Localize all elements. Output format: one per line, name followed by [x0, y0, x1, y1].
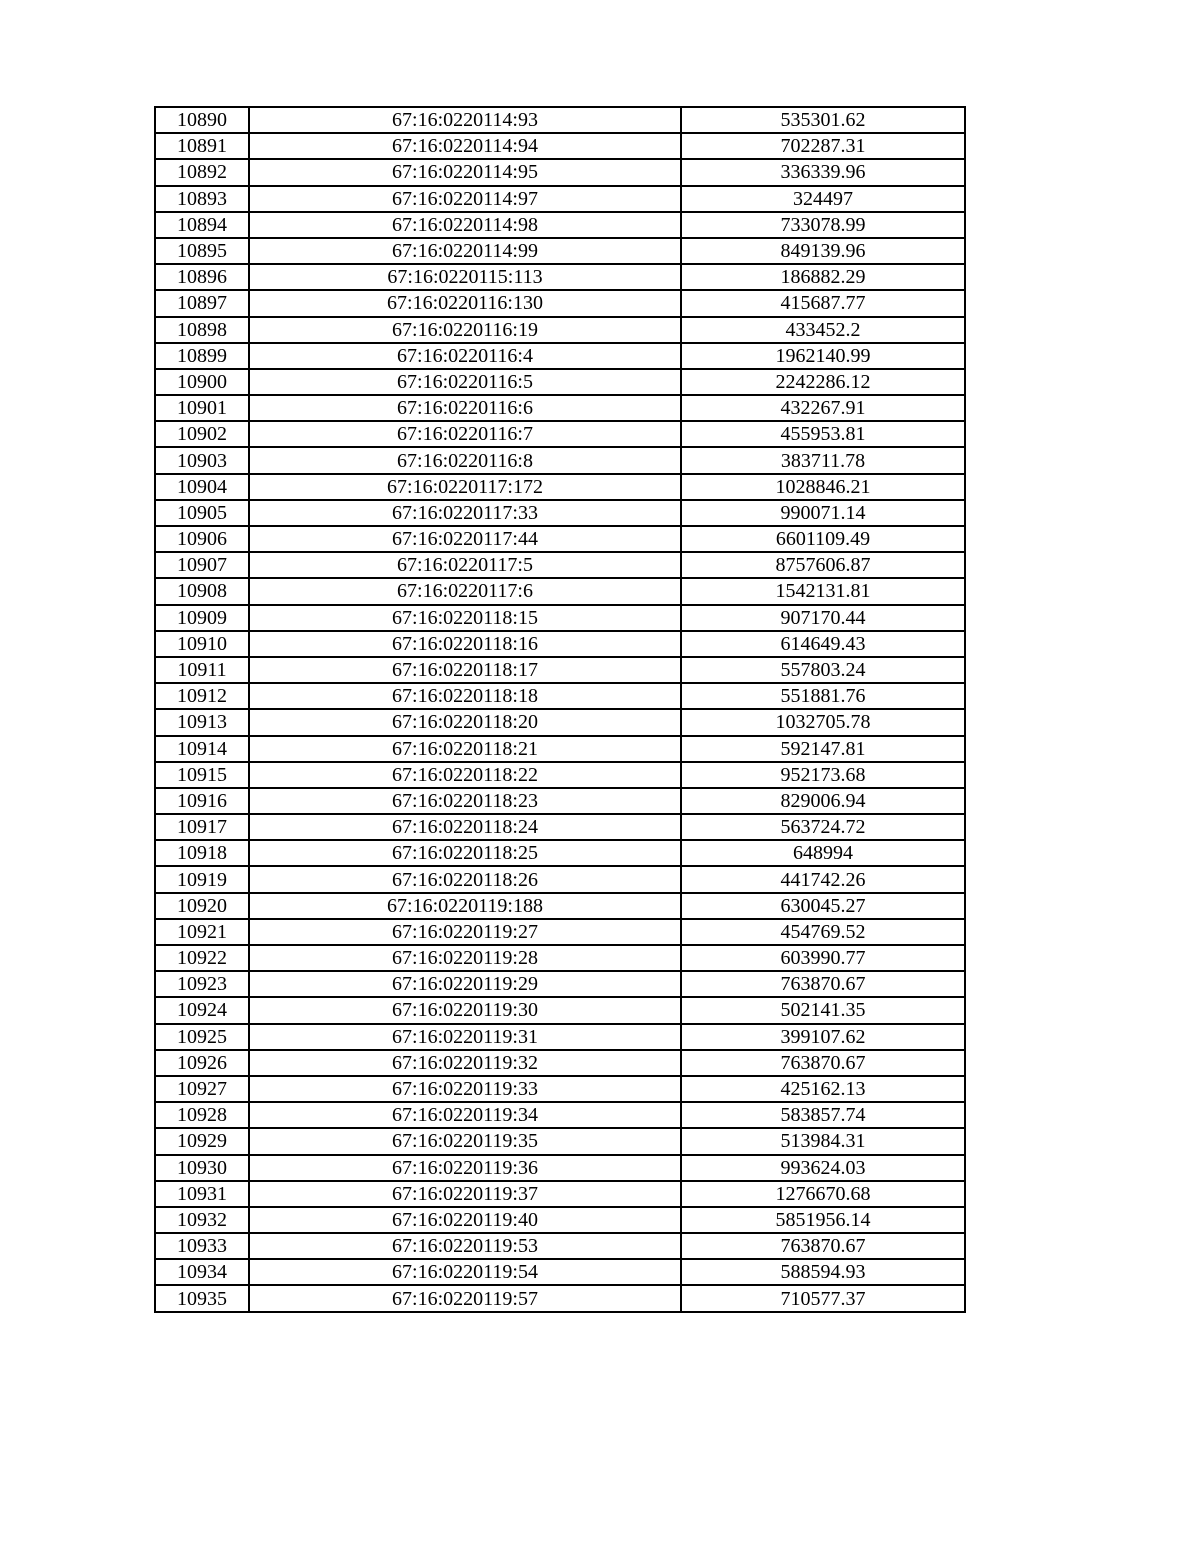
row-number-cell: 10920: [155, 893, 249, 919]
cadastral-number-cell: 67:16:0220119:31: [249, 1024, 681, 1050]
row-number-cell: 10913: [155, 709, 249, 735]
cadastral-number-cell: 67:16:0220119:27: [249, 919, 681, 945]
table-row: [155, 1155, 965, 1181]
cadastral-number-cell: 67:16:0220119:188: [249, 893, 681, 919]
row-number-cell: 10934: [155, 1259, 249, 1285]
cadastral-number-cell: 67:16:0220114:94: [249, 133, 681, 159]
cadastral-number-cell: 67:16:0220114:95: [249, 159, 681, 185]
cadastral-number-cell: 67:16:0220118:18: [249, 683, 681, 709]
table-row: [155, 317, 965, 343]
row-number-cell: 10897: [155, 290, 249, 316]
value-cell: 993624.03: [681, 1155, 965, 1181]
row-number-cell: 10907: [155, 552, 249, 578]
value-cell: 535301.62: [681, 107, 965, 133]
table-row: [155, 212, 965, 238]
table-row: [155, 264, 965, 290]
table-row: [155, 840, 965, 866]
row-number-cell: 10932: [155, 1207, 249, 1233]
value-cell: 763870.67: [681, 1233, 965, 1259]
table-row: [155, 1102, 965, 1128]
value-cell: 733078.99: [681, 212, 965, 238]
table-row: [155, 500, 965, 526]
row-number-cell: 10901: [155, 395, 249, 421]
row-number-cell: 10929: [155, 1128, 249, 1154]
cadastral-value-table: [154, 106, 966, 1313]
table-row: [155, 1076, 965, 1102]
table-row: [155, 631, 965, 657]
value-cell: 455953.81: [681, 421, 965, 447]
cadastral-number-cell: 67:16:0220114:98: [249, 212, 681, 238]
row-number-cell: 10903: [155, 447, 249, 473]
value-cell: 425162.13: [681, 1076, 965, 1102]
table-row: [155, 657, 965, 683]
row-number-cell: 10898: [155, 317, 249, 343]
cadastral-number-cell: 67:16:0220119:37: [249, 1181, 681, 1207]
cadastral-number-cell: 67:16:0220117:172: [249, 474, 681, 500]
table-body: [155, 107, 965, 1312]
value-cell: 324497: [681, 186, 965, 212]
table-row: [155, 474, 965, 500]
value-cell: 763870.67: [681, 1050, 965, 1076]
row-number-cell: 10923: [155, 971, 249, 997]
value-cell: 383711.78: [681, 447, 965, 473]
table-row: [155, 186, 965, 212]
value-cell: 5851956.14: [681, 1207, 965, 1233]
table-row: [155, 945, 965, 971]
row-number-cell: 10905: [155, 500, 249, 526]
table-row: [155, 762, 965, 788]
row-number-cell: 10904: [155, 474, 249, 500]
cadastral-number-cell: 67:16:0220119:30: [249, 997, 681, 1023]
value-cell: 2242286.12: [681, 369, 965, 395]
value-cell: 1028846.21: [681, 474, 965, 500]
row-number-cell: 10911: [155, 657, 249, 683]
cadastral-number-cell: 67:16:0220114:97: [249, 186, 681, 212]
row-number-cell: 10919: [155, 866, 249, 892]
table-row: [155, 736, 965, 762]
table-row: [155, 395, 965, 421]
table-row: [155, 1259, 965, 1285]
table-row: [155, 290, 965, 316]
table-row: [155, 709, 965, 735]
cadastral-number-cell: 67:16:0220119:29: [249, 971, 681, 997]
row-number-cell: 10922: [155, 945, 249, 971]
table-row: [155, 1181, 965, 1207]
table-row: [155, 447, 965, 473]
table-row: [155, 788, 965, 814]
row-number-cell: 10915: [155, 762, 249, 788]
cadastral-number-cell: 67:16:0220116:7: [249, 421, 681, 447]
table-row: [155, 866, 965, 892]
cadastral-number-cell: 67:16:0220118:20: [249, 709, 681, 735]
cadastral-number-cell: 67:16:0220116:8: [249, 447, 681, 473]
table-row: [155, 421, 965, 447]
table-row: [155, 814, 965, 840]
table-row: [155, 605, 965, 631]
value-cell: 551881.76: [681, 683, 965, 709]
cadastral-number-cell: 67:16:0220117:33: [249, 500, 681, 526]
table-row: [155, 683, 965, 709]
row-number-cell: 10890: [155, 107, 249, 133]
row-number-cell: 10906: [155, 526, 249, 552]
value-cell: 952173.68: [681, 762, 965, 788]
row-number-cell: 10894: [155, 212, 249, 238]
row-number-cell: 10917: [155, 814, 249, 840]
row-number-cell: 10895: [155, 238, 249, 264]
row-number-cell: 10918: [155, 840, 249, 866]
cadastral-number-cell: 67:16:0220118:24: [249, 814, 681, 840]
value-cell: 1542131.81: [681, 578, 965, 604]
table-row: [155, 369, 965, 395]
value-cell: 6601109.49: [681, 526, 965, 552]
value-cell: 849139.96: [681, 238, 965, 264]
row-number-cell: 10896: [155, 264, 249, 290]
table-row: [155, 1050, 965, 1076]
value-cell: 1962140.99: [681, 343, 965, 369]
cadastral-number-cell: 67:16:0220116:130: [249, 290, 681, 316]
row-number-cell: 10909: [155, 605, 249, 631]
row-number-cell: 10921: [155, 919, 249, 945]
row-number-cell: 10916: [155, 788, 249, 814]
cadastral-number-cell: 67:16:0220117:5: [249, 552, 681, 578]
table-row: [155, 578, 965, 604]
cadastral-number-cell: 67:16:0220118:15: [249, 605, 681, 631]
cadastral-number-cell: 67:16:0220118:21: [249, 736, 681, 762]
value-cell: 399107.62: [681, 1024, 965, 1050]
value-cell: 702287.31: [681, 133, 965, 159]
cadastral-number-cell: 67:16:0220118:22: [249, 762, 681, 788]
value-cell: 603990.77: [681, 945, 965, 971]
value-cell: 557803.24: [681, 657, 965, 683]
value-cell: 630045.27: [681, 893, 965, 919]
value-cell: 186882.29: [681, 264, 965, 290]
value-cell: 1032705.78: [681, 709, 965, 735]
table-row: [155, 971, 965, 997]
table-row: [155, 919, 965, 945]
row-number-cell: 10935: [155, 1285, 249, 1311]
table-row: [155, 1233, 965, 1259]
value-cell: 592147.81: [681, 736, 965, 762]
row-number-cell: 10930: [155, 1155, 249, 1181]
value-cell: 563724.72: [681, 814, 965, 840]
value-cell: 829006.94: [681, 788, 965, 814]
cadastral-number-cell: 67:16:0220118:26: [249, 866, 681, 892]
value-cell: 8757606.87: [681, 552, 965, 578]
value-cell: 648994: [681, 840, 965, 866]
table-row: [155, 133, 965, 159]
table-row: [155, 238, 965, 264]
value-cell: 513984.31: [681, 1128, 965, 1154]
value-cell: 990071.14: [681, 500, 965, 526]
value-cell: 502141.35: [681, 997, 965, 1023]
row-number-cell: 10927: [155, 1076, 249, 1102]
row-number-cell: 10933: [155, 1233, 249, 1259]
cadastral-number-cell: 67:16:0220119:36: [249, 1155, 681, 1181]
row-number-cell: 10902: [155, 421, 249, 447]
row-number-cell: 10910: [155, 631, 249, 657]
value-cell: 433452.2: [681, 317, 965, 343]
cadastral-number-cell: 67:16:0220115:113: [249, 264, 681, 290]
row-number-cell: 10914: [155, 736, 249, 762]
cadastral-number-cell: 67:16:0220118:25: [249, 840, 681, 866]
cadastral-number-cell: 67:16:0220117:44: [249, 526, 681, 552]
table-row: [155, 343, 965, 369]
cadastral-number-cell: 67:16:0220119:35: [249, 1128, 681, 1154]
cadastral-number-cell: 67:16:0220116:4: [249, 343, 681, 369]
row-number-cell: 10928: [155, 1102, 249, 1128]
cadastral-number-cell: 67:16:0220119:54: [249, 1259, 681, 1285]
cadastral-number-cell: 67:16:0220119:53: [249, 1233, 681, 1259]
value-cell: 907170.44: [681, 605, 965, 631]
value-cell: 415687.77: [681, 290, 965, 316]
row-number-cell: 10900: [155, 369, 249, 395]
table-row: [155, 1128, 965, 1154]
value-cell: 432267.91: [681, 395, 965, 421]
value-cell: 710577.37: [681, 1285, 965, 1311]
table-row: [155, 552, 965, 578]
table-row: [155, 893, 965, 919]
table-row: [155, 1207, 965, 1233]
cadastral-number-cell: 67:16:0220118:23: [249, 788, 681, 814]
cadastral-number-cell: 67:16:0220118:16: [249, 631, 681, 657]
row-number-cell: 10908: [155, 578, 249, 604]
row-number-cell: 10893: [155, 186, 249, 212]
value-cell: 336339.96: [681, 159, 965, 185]
value-cell: 441742.26: [681, 866, 965, 892]
table-row: [155, 1024, 965, 1050]
row-number-cell: 10892: [155, 159, 249, 185]
value-cell: 614649.43: [681, 631, 965, 657]
table-row: [155, 997, 965, 1023]
cadastral-number-cell: 67:16:0220118:17: [249, 657, 681, 683]
value-cell: 763870.67: [681, 971, 965, 997]
row-number-cell: 10924: [155, 997, 249, 1023]
cadastral-number-cell: 67:16:0220116:6: [249, 395, 681, 421]
value-cell: 454769.52: [681, 919, 965, 945]
table-row: [155, 159, 965, 185]
row-number-cell: 10931: [155, 1181, 249, 1207]
cadastral-number-cell: 67:16:0220119:40: [249, 1207, 681, 1233]
cadastral-number-cell: 67:16:0220119:28: [249, 945, 681, 971]
cadastral-number-cell: 67:16:0220119:33: [249, 1076, 681, 1102]
table-row: [155, 526, 965, 552]
row-number-cell: 10891: [155, 133, 249, 159]
value-cell: 1276670.68: [681, 1181, 965, 1207]
row-number-cell: 10926: [155, 1050, 249, 1076]
value-cell: 583857.74: [681, 1102, 965, 1128]
cadastral-number-cell: 67:16:0220116:5: [249, 369, 681, 395]
row-number-cell: 10912: [155, 683, 249, 709]
cadastral-number-cell: 67:16:0220114:93: [249, 107, 681, 133]
table-row: [155, 1285, 965, 1311]
cadastral-number-cell: 67:16:0220117:6: [249, 578, 681, 604]
cadastral-number-cell: 67:16:0220119:32: [249, 1050, 681, 1076]
cadastral-number-cell: 67:16:0220119:57: [249, 1285, 681, 1311]
table-row: [155, 107, 965, 133]
value-cell: 588594.93: [681, 1259, 965, 1285]
cadastral-number-cell: 67:16:0220119:34: [249, 1102, 681, 1128]
cadastral-number-cell: 67:16:0220116:19: [249, 317, 681, 343]
cadastral-number-cell: 67:16:0220114:99: [249, 238, 681, 264]
row-number-cell: 10899: [155, 343, 249, 369]
row-number-cell: 10925: [155, 1024, 249, 1050]
